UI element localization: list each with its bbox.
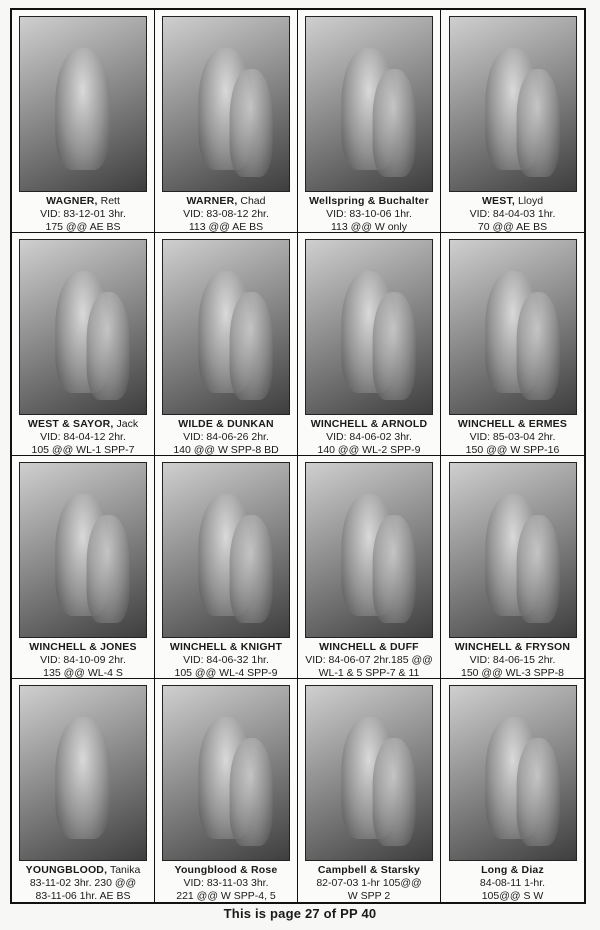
card-photo: [162, 462, 290, 638]
card-detail-line: 83-11-06 1hr. AE BS: [35, 890, 131, 902]
card-detail-line: 105 @@ WL-1 SPP-7: [31, 444, 135, 456]
photo-figure: [516, 292, 559, 400]
catalog-card: [155, 679, 298, 902]
card-detail-line: VID: 84-06-02 3hr.: [326, 431, 412, 443]
card-name: [160, 864, 292, 877]
card-detail-line: 83-11-02 3hr. 230 @@: [29, 877, 137, 889]
card-detail-line: 113 @@ W only: [331, 221, 407, 233]
card-name: [160, 641, 292, 654]
card-detail-line: 113 @@ AE BS: [188, 221, 264, 233]
card-name-bold: WAGNER,: [46, 195, 98, 207]
card-photo: [305, 239, 433, 415]
catalog-card: [12, 456, 155, 679]
catalog-card: [441, 456, 584, 679]
card-detail-line: 82-07-03 1-hr 105@@: [316, 877, 422, 889]
card-name-bold: WINCHELL & KNIGHT: [169, 641, 283, 653]
card-name-bold: Wellspring & Buchalter: [309, 195, 429, 207]
photo-figure: [230, 738, 273, 846]
card-name: [303, 418, 435, 431]
card-name-rest: Rett: [97, 195, 120, 207]
card-photo: [19, 685, 147, 861]
catalog-card: [155, 456, 298, 679]
catalog-card: [12, 10, 155, 233]
card-detail-line: VID: 83-12-01 3hr.: [40, 208, 126, 220]
catalog-card: [155, 233, 298, 456]
card-photo: [449, 16, 577, 192]
card-name-bold: WINCHELL & ARNOLD: [310, 418, 428, 430]
card-detail-line: 140 @@ W SPP-8 BD: [173, 444, 279, 456]
card-name-bold: WINCHELL & JONES: [29, 641, 137, 653]
card-detail-line: VID: 84-04-12 2hr.: [40, 431, 126, 443]
card-caption: [446, 864, 579, 902]
card-detail-line: 105 @@ WL-4 SPP-9: [174, 667, 278, 679]
card-name: [446, 864, 579, 877]
card-name: [446, 418, 579, 431]
card-photo: [19, 239, 147, 415]
card-name-rest: Chad: [237, 195, 266, 207]
catalog-grid: [10, 8, 586, 904]
card-detail-line: 175 @@ AE BS: [45, 221, 121, 233]
card-photo: [449, 685, 577, 861]
card-name: [303, 864, 435, 877]
card-caption: [17, 641, 149, 679]
photo-figure: [516, 69, 559, 177]
photo-figure: [230, 69, 273, 177]
card-name-bold: WINCHELL & FRYSON: [454, 641, 571, 653]
card-name-rest: Jack: [113, 418, 139, 430]
photo-figure: [373, 69, 416, 177]
card-name-bold: YOUNGBLOOD,: [25, 864, 108, 876]
card-photo: [162, 239, 290, 415]
card-name: [17, 418, 149, 431]
card-detail-line: WL-1 & 5 SPP-7 & 11: [318, 667, 420, 679]
card-detail-line: VID: 84-06-26 2hr.: [183, 431, 269, 443]
card-detail-line: 84-08-11 1-hr.: [479, 877, 546, 889]
card-name-bold: WINCHELL & DUFF: [319, 641, 419, 653]
catalog-card: [155, 10, 298, 233]
card-photo: [449, 239, 577, 415]
card-detail-line: 150 @@ W SPP-16: [465, 444, 560, 456]
photo-figure: [373, 515, 416, 623]
card-caption: [303, 418, 435, 456]
page-footer: This is page 27 of PP 40: [223, 906, 377, 921]
card-name: [303, 195, 435, 208]
card-name: [17, 864, 149, 877]
card-caption: [303, 864, 435, 902]
catalog-card: [12, 233, 155, 456]
card-detail-line: W SPP 2: [347, 890, 391, 902]
card-photo: [305, 16, 433, 192]
card-photo: [162, 16, 290, 192]
card-name-bold: WILDE & DUNKAN: [178, 418, 274, 430]
card-caption: [303, 641, 435, 679]
card-caption: [446, 195, 579, 233]
card-detail-line: 221 @@ W SPP-4, 5: [176, 890, 276, 902]
card-photo: [305, 685, 433, 861]
card-caption: [17, 864, 149, 902]
photo-figure: [516, 515, 559, 623]
card-caption: [446, 641, 579, 679]
card-name-rest: Lloyd: [515, 195, 544, 207]
card-name: [446, 641, 579, 654]
card-detail-line: 70 @@ AE BS: [477, 221, 548, 233]
card-detail-line: 150 @@ WL-3 SPP-8: [460, 667, 565, 679]
card-detail-line: VID: 84-04-03 1hr.: [469, 208, 556, 220]
card-name: [446, 195, 579, 208]
card-name-bold: Campbell & Starsky: [317, 864, 421, 876]
card-photo: [19, 16, 147, 192]
card-name: [160, 418, 292, 431]
card-detail-line: VID: 84-06-32 1hr.: [183, 654, 269, 666]
card-name-bold: WEST & SAYOR,: [27, 418, 114, 430]
catalog-card: [441, 233, 584, 456]
card-caption: [303, 195, 435, 233]
catalog-card: [298, 679, 441, 902]
card-name-bold: WARNER,: [186, 195, 238, 207]
card-caption: [160, 418, 292, 456]
card-detail-line: VID: 84-10-09 2hr.: [40, 654, 126, 666]
photo-figure: [87, 515, 130, 623]
card-detail-line: VID: 83-10-06 1hr.: [326, 208, 412, 220]
card-caption: [17, 195, 149, 233]
card-photo: [19, 462, 147, 638]
card-detail-line: VID: 84-06-15 2hr.: [469, 654, 556, 666]
catalog-card: [441, 10, 584, 233]
card-name-bold: Long & Diaz: [481, 864, 544, 876]
photo-figure: [55, 48, 110, 170]
card-caption: [446, 418, 579, 456]
card-name-rest: Tanika: [107, 864, 141, 876]
card-name-bold: WEST,: [481, 195, 516, 207]
card-photo: [449, 462, 577, 638]
card-detail-line: 135 @@ WL-4 S: [43, 667, 123, 679]
card-detail-line: 140 @@ WL-2 SPP-9: [317, 444, 421, 456]
photo-figure: [230, 515, 273, 623]
photo-figure: [87, 292, 130, 400]
catalog-card: [298, 233, 441, 456]
card-name: [17, 641, 149, 654]
card-detail-line: VID: 84-06-07 2hr.185 @@: [305, 654, 433, 666]
catalog-card: [298, 10, 441, 233]
card-name: [160, 195, 292, 208]
photo-figure: [373, 738, 416, 846]
card-caption: [160, 864, 292, 902]
card-caption: [17, 418, 149, 456]
card-detail-line: VID: 83-08-12 2hr.: [183, 208, 269, 220]
card-photo: [162, 685, 290, 861]
card-photo: [305, 462, 433, 638]
photo-figure: [373, 292, 416, 400]
photo-figure: [230, 292, 273, 400]
catalog-card: [298, 456, 441, 679]
card-name-bold: Youngblood & Rose: [174, 864, 278, 876]
photo-figure: [516, 738, 559, 846]
card-detail-line: VID: 83-11-03 3hr.: [183, 877, 269, 889]
card-caption: [160, 641, 292, 679]
card-name: [17, 195, 149, 208]
card-name: [303, 641, 435, 654]
catalog-card: [441, 679, 584, 902]
catalog-card: [12, 679, 155, 902]
card-detail-line: 105@@ S W: [481, 890, 544, 902]
photo-figure: [55, 717, 110, 839]
card-detail-line: VID: 85-03-04 2hr.: [469, 431, 556, 443]
card-name-bold: WINCHELL & ERMES: [457, 418, 568, 430]
card-caption: [160, 195, 292, 233]
